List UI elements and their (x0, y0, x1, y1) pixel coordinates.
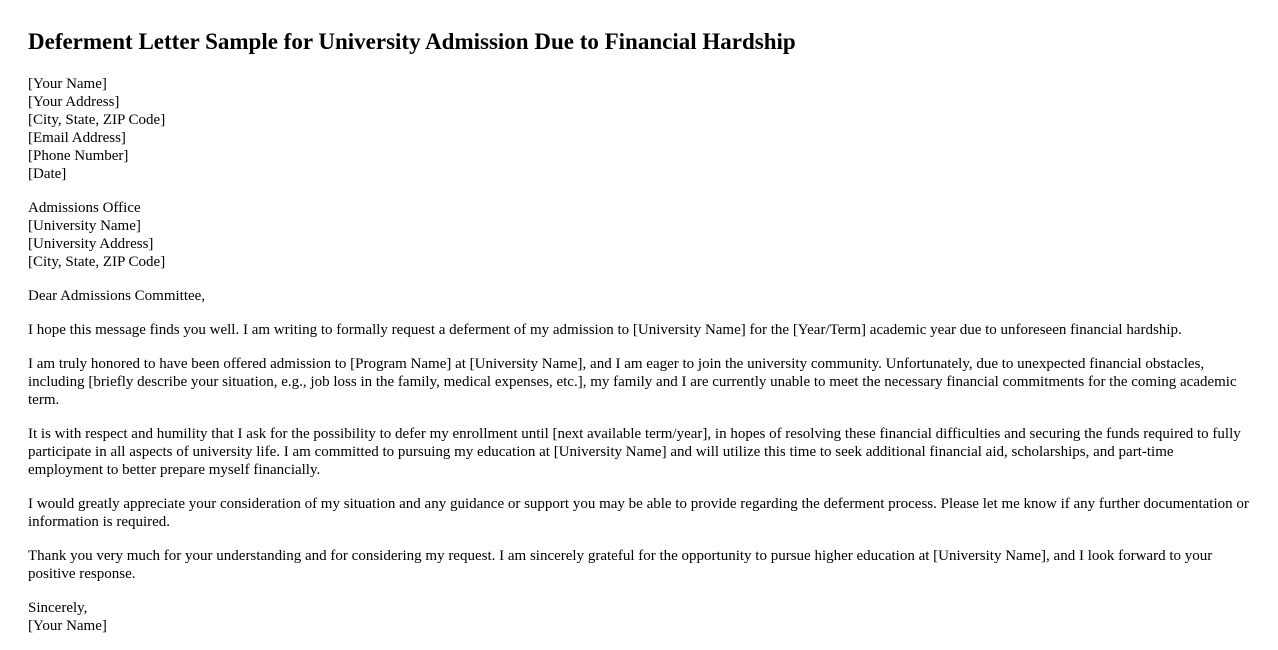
recipient-university-address: [University Address] (28, 236, 154, 252)
recipient-university-name: [University Name] (28, 218, 141, 234)
body-paragraph-appreciation: I would greatly appreciate your consideration of my situation and any guidance or support you may be able to provide regarding the deferment process. Please let me know if any further documentation or information is required. (28, 496, 1249, 530)
salutation: Dear Admissions Committee, (28, 288, 206, 304)
body-paragraph-intro: I hope this message finds you well. I am writing to formally request a deferment of my admission to [University Name] for the [Year/Term] academic year due to unforeseen financial hardship. (28, 322, 1182, 338)
body-paragraph-situation: I am truly honored to have been offered admission to [Program Name] at [University Name], and I am eager to join the university community. Unfortunately, due to unexpected financial obstacles, including [briefly describe your situation, e.g., job loss in the family, medical expenses, etc.], my family and I are currently unable to meet the necessary financial commitments for the coming academic term. (28, 356, 1237, 408)
signature-name: [Your Name] (28, 618, 107, 634)
recipient-address-block (28, 199, 1250, 271)
sender-name: [Your Name] (28, 76, 107, 92)
letter-date: [Date] (28, 166, 67, 182)
recipient-city-state-zip: [City, State, ZIP Code] (28, 254, 166, 270)
recipient-office: Admissions Office (28, 200, 141, 216)
sender-address: [Your Address] (28, 94, 120, 110)
sender-email: [Email Address] (28, 130, 126, 146)
closing: Sincerely, (28, 600, 88, 616)
body-paragraph-thanks: Thank you very much for your understanding and for considering my request. I am sincerely grateful for the opportunity to pursue higher education at [University Name], and I look forward to your positive response. (28, 548, 1213, 582)
sender-address-block (28, 75, 1250, 183)
closing-block (28, 599, 1250, 635)
sender-city-state-zip: [City, State, ZIP Code] (28, 112, 166, 128)
sender-phone: [Phone Number] (28, 148, 129, 164)
page-title: Deferment Letter Sample for University Admission Due to Financial Hardship (28, 29, 796, 54)
body-paragraph-request: It is with respect and humility that I ask for the possibility to defer my enrollment until [next available term/year], in hopes of resolving these financial difficulties and securing the funds required to fully participate in all aspects of university life. I am committed to pursuing my education at [University Name] and will utilize this time to seek additional financial aid, scholarships, and part-time employment to better prepare myself financially. (28, 426, 1241, 478)
